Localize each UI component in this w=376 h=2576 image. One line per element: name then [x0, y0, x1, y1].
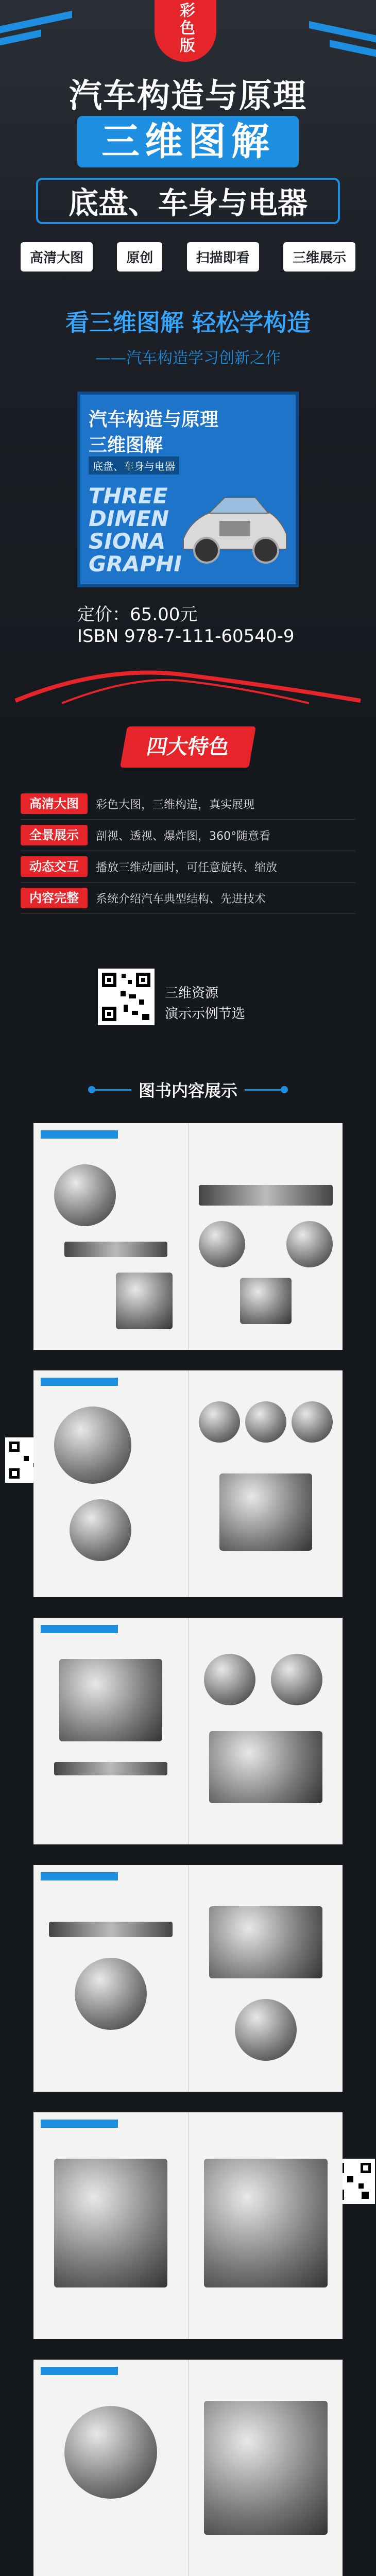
features-list — [21, 788, 355, 914]
price: 定价：65.00元 — [77, 604, 198, 625]
engine-cutaway-image — [204, 2159, 328, 2287]
content-page — [33, 1865, 343, 2092]
cover-letters — [89, 485, 182, 575]
driveshaft-part-image — [49, 1922, 173, 1937]
page-heading-band — [41, 2367, 118, 2375]
flywheel-part-image — [70, 1499, 131, 1561]
disc-part-image — [292, 1401, 333, 1443]
qr-caption-line: 演示示例节选 — [165, 1006, 246, 1022]
page-heading-band — [41, 1130, 118, 1139]
book-subtitle: 底盘、车身与电器 — [36, 178, 340, 224]
engine-cutaway-image — [54, 2159, 167, 2287]
decor-stripe — [330, 40, 376, 60]
feature-text: 播放三维动画时，可任意旋转、缩放 — [96, 861, 278, 874]
book-title: 汽车构造与原理 — [69, 77, 307, 115]
qr-code-icon[interactable] — [98, 969, 155, 1025]
feature-row — [21, 788, 355, 820]
feature-key: 内容完整 — [21, 888, 88, 908]
feature-key: 高清大图 — [21, 793, 88, 814]
cover-subtitle: 底盘、车身与电器 — [89, 456, 179, 474]
tag-item: 三维展示 — [283, 242, 355, 272]
clutch-part-image — [54, 1406, 131, 1484]
decor-stripe — [0, 29, 41, 50]
cover-letter-line: DIMEN — [89, 506, 169, 531]
engine-part-image — [240, 1278, 292, 1324]
feature-text: 系统介绍汽车典型结构、先进技术 — [96, 892, 266, 906]
wheel-part-image — [199, 1221, 245, 1267]
page-heading-band — [41, 1378, 118, 1386]
content-page — [33, 1123, 343, 1350]
page-heading-band — [41, 1872, 118, 1880]
qr-block — [98, 969, 283, 1041]
shaft-part-image — [64, 1242, 167, 1257]
gearbox-part-image — [116, 1273, 173, 1329]
disc-part-image — [245, 1401, 286, 1443]
shaft-part-image — [54, 1762, 167, 1775]
book-cover — [77, 392, 299, 587]
wheel-part-image — [286, 1221, 333, 1267]
feature-text: 剖视、透视、爆炸图，360°随意看 — [96, 829, 270, 843]
feature-tags — [21, 242, 355, 272]
disc-part-image — [199, 1401, 240, 1443]
bullet-icon — [88, 1086, 95, 1093]
title-3d-banner: 三维图解 — [77, 116, 299, 167]
divider — [95, 1089, 131, 1091]
edition-badge: 彩色版 — [155, 0, 216, 62]
axle-housing-part-image — [209, 1906, 322, 1978]
content-page — [33, 2360, 343, 2576]
content-page — [33, 1618, 343, 1844]
section-title: 图书内容展示 — [138, 1081, 237, 1100]
features-title: 四大特色 — [120, 726, 256, 768]
cover-letter-line: SIONA — [89, 529, 166, 554]
page-heading-band — [41, 2120, 118, 2128]
section-header-content — [85, 1074, 291, 1105]
qr-caption-line: 三维资源 — [165, 986, 219, 1001]
gear-part-image — [204, 1654, 255, 1705]
page-heading-band — [41, 1625, 118, 1633]
cover-title-3d: 三维图解 — [89, 435, 163, 456]
car-cutaway-image — [178, 477, 292, 570]
cover-letter-line: GRAPHI — [89, 551, 182, 577]
feature-text: 彩色大图，三维构造，真实展现 — [96, 798, 255, 811]
isbn: ISBN 978-7-111-60540-9 — [77, 626, 295, 647]
cover-letter-line: THREE — [89, 483, 168, 509]
bullet-icon — [281, 1086, 288, 1093]
gear-part-image — [54, 1164, 116, 1226]
red-car-curve — [0, 654, 376, 716]
gearbox-part-image — [209, 1731, 322, 1803]
differential-part-image — [75, 1958, 147, 2030]
bearing-part-image — [235, 1999, 297, 2061]
slogan: 看三维图解 轻松学构造 — [65, 309, 311, 336]
transmission-part-image — [59, 1659, 162, 1741]
feature-row — [21, 851, 355, 883]
feature-key: 全景展示 — [21, 825, 88, 845]
content-page — [33, 1370, 343, 1597]
content-page — [33, 2112, 343, 2339]
tag-item: 高清大图 — [21, 242, 93, 272]
qr-caption — [165, 983, 245, 1024]
slogan-subtitle: ——汽车构造学习创新之作 — [95, 349, 281, 367]
suspension-part-image — [204, 2401, 328, 2535]
axle-part-image — [199, 1185, 333, 1206]
tag-item: 原创 — [117, 242, 162, 272]
assembly-part-image — [219, 1473, 312, 1551]
feature-row — [21, 883, 355, 914]
cover-title: 汽车构造与原理 — [89, 409, 219, 430]
tag-item: 扫描即看 — [187, 242, 259, 272]
gear-part-image — [271, 1654, 322, 1705]
feature-row — [21, 820, 355, 851]
divider — [245, 1089, 281, 1091]
brake-disc-part-image — [64, 2406, 157, 2499]
feature-key: 动态交互 — [21, 856, 88, 877]
